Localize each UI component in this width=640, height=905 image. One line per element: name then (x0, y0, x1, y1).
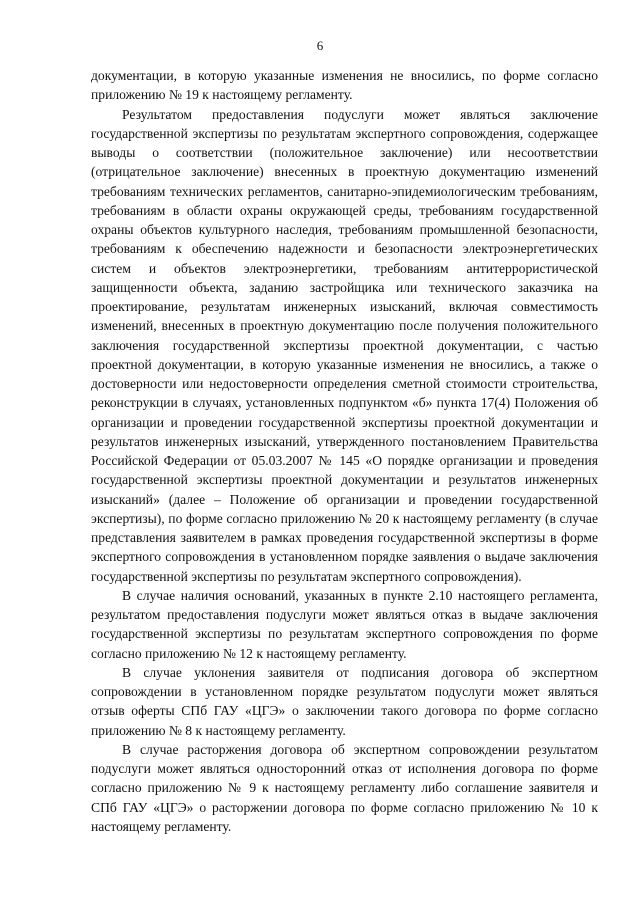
paragraph-offer-withdrawal: В случае уклонения заявителя от подписания договора об экспертном сопровождении в установленном порядке результатом подуслуги может являться отзыв оферты СПб ГАУ «ЦГЭ» о заключении такого договора по форме согласно приложению № 8 к настоящему регламенту. (91, 664, 598, 738)
document-body (91, 66, 598, 836)
paragraph-refusal: В случае наличия оснований, указанных в пункте 2.10 настоящего регламента, результатом предоставления подуслуги может являться отказ в выдаче заключения государственной экспертизы по результатам экспертного сопровождения по форме согласно приложению № 12 к настоящему регламенту. (91, 587, 598, 661)
paragraph-continuation: документации, в которую указанные изменения не вносились, по форме согласно приложению № 19 к настоящему регламенту. (91, 68, 598, 103)
paragraph-result-conclusion: Результатом предоставления подуслуги может являться заключение государственной экспертизы по результатам экспертного сопровождения, содержащее выводы о соответствии (положительное заключение) или несоответствии (отрицательное заключение) внесенных в проектную документацию изменений требованиям технических регламентов, санитарно-эпидемиологическим требованиям, требованиям в области охраны окружающей среды, требованиям государственной охраны объектов культурного наследия, требованиям промышленной безопасности, требованиям к обеспечению надежности и безопасности электроэнергетических систем и объектов электроэнергетики, требованиям антитеррористической защищенности объекта, заданию застройщика или технического заказчика на проектирование, результатам инженерных изысканий, включая совместимость изменений, внесенных в проектную документацию после получения положительного заключения государственной экспертизы проектной документации, с частью проектной документации, в которую указанные изменения не вносились, а также о достоверности или недостоверности определения сметной стоимости строительства, реконструкции в случаях, установленных подпунктом «б» пункта 17(4) Положения об организации и проведении государственной экспертизы проектной документации и результатов инженерных изысканий, утвержденного постановлением Правительства Российской Федерации от 05.03.2007 № 145 «О порядке организации и проведения государственной экспертизы проектной документации и результатов инженерных изысканий» (далее – Положение об организации и проведении государственной экспертизы), по форме согласно приложению № 20 к настоящему регламенту (в случае представления заявителем в рамках проведения государственной экспертизы в форме экспертного сопровождения в установленном порядке заявления о выдаче заключения государственной экспертизы по результатам экспертного сопровождения). (91, 106, 598, 584)
page-number: 6 (316, 38, 324, 53)
paragraph-contract-termination: В случае расторжения договора об экспертном сопровождении результатом подуслуги может являться односторонний отказ от исполнения договора по форме согласно приложению № 9 к настоящему регламенту либо соглашение заявителя и СПб ГАУ «ЦГЭ» о расторжении договора по форме согласно приложению № 10 к настоящему регламенту. (91, 741, 598, 834)
